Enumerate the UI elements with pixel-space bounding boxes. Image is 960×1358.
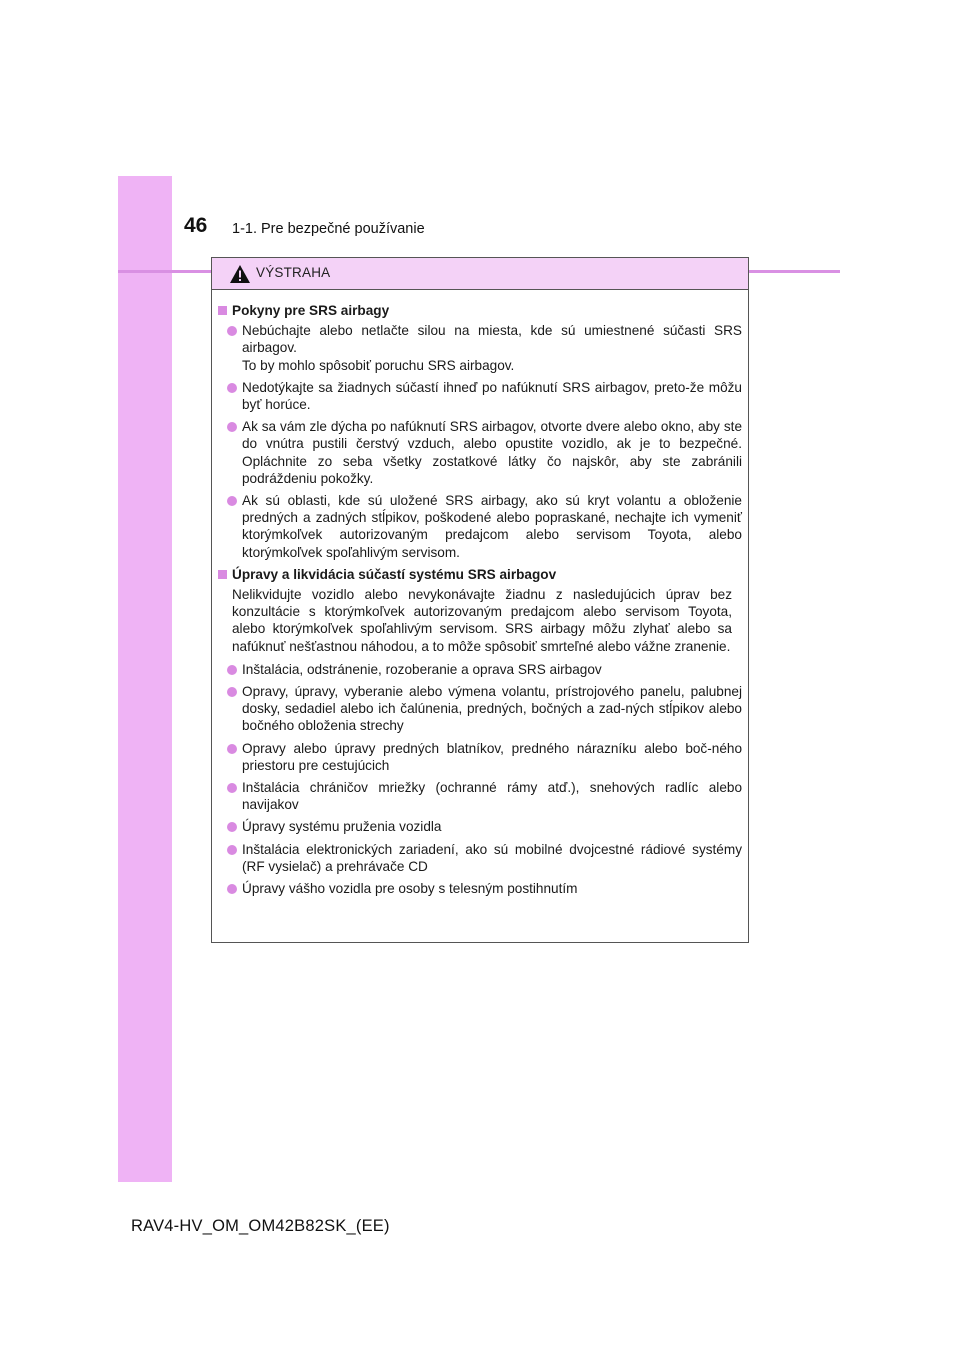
list-item: Ak sa vám zle dýcha po nafúknutí SRS airbagov, otvorte dvere alebo okno, aby ste do vnútra pustili čerstvý vzduch, alebo opustite vozidlo, ak je to bezpečné. Opláchnite zo seba všetky zostatkové látky čo najskôr, aby ste zabránili podráždeniu pokožky. <box>227 418 742 487</box>
section-heading-airbag-instructions: Pokyny pre SRS airbagy <box>218 302 742 319</box>
list-item: Opravy alebo úpravy predných blatníkov, predného nárazníku alebo boč-ného priestoru pre cestujúcich <box>227 740 742 774</box>
side-color-band <box>118 176 172 1182</box>
circle-bullet-icon <box>227 326 237 336</box>
circle-bullet-icon <box>227 383 237 393</box>
square-bullet-icon <box>218 570 227 579</box>
circle-bullet-icon <box>227 665 237 675</box>
list-item: Inštalácia, odstránenie, rozoberanie a oprava SRS airbagov <box>227 661 742 678</box>
circle-bullet-icon <box>227 687 237 697</box>
circle-bullet-icon <box>227 845 237 855</box>
list-item: Úpravy vášho vozidla pre osoby s telesným postihnutím <box>227 880 742 897</box>
list-item: Nedotýkajte sa žiadnych súčastí ihneď po nafúknutí SRS airbagov, preto-že môžu byť horúce. <box>227 379 742 413</box>
warning-box <box>211 257 749 943</box>
circle-bullet-icon <box>227 496 237 506</box>
circle-bullet-icon <box>227 822 237 832</box>
list-item: Ak sú oblasti, kde sú uložené SRS airbagy, ako sú kryt volantu a obloženie predných a zadných stĺpikov, poškodené alebo popraskané, nechajte ich vymeniť ktorýmkoľvek autorizovaným predajcom alebo servisom Toyota, alebo ktorýmkoľvek spoľahlivým servisom. <box>227 492 742 561</box>
circle-bullet-icon <box>227 783 237 793</box>
list-item: Nebúchajte alebo netlačte silou na miesta, kde sú umiestnené súčasti SRS airbagov. To by mohlo spôsobiť poruchu SRS airbagov. <box>227 322 742 374</box>
square-bullet-icon <box>218 306 227 315</box>
circle-bullet-icon <box>227 884 237 894</box>
page-number: 46 <box>184 214 208 237</box>
list-item: Úpravy systému pruženia vozidla <box>227 818 742 835</box>
header-color-tab <box>118 176 172 274</box>
circle-bullet-icon <box>227 744 237 754</box>
warning-title: VÝSTRAHA <box>256 265 331 280</box>
warning-triangle-icon <box>229 264 251 284</box>
warning-header <box>212 258 748 290</box>
section-heading-modifications: Úpravy a likvidácia súčastí systému SRS airbagov <box>218 566 742 583</box>
warning-body <box>212 290 748 897</box>
section-intro-paragraph: Nelikvidujte vozidlo alebo nevykonávajte žiadnu z nasledujúcich úprav bez konzultácie s ktorýmkoľvek autorizovaným predajcom alebo servisom Toyota, alebo ktorýmkoľvek spoľahlivým servisom. SRS airbagy môžu zlyhať alebo sa nafúknuť nešťastnou náhodou, a to môže spôsobiť smrteľné alebo vážne zranenie. <box>232 587 732 654</box>
list-item: Inštalácia chráničov mriežky (ochranné rámy atď.), snehových radlíc alebo navijakov <box>227 779 742 813</box>
circle-bullet-icon <box>227 422 237 432</box>
document-code: RAV4-HV_OM_OM42B82SK_(EE) <box>131 1217 390 1235</box>
list-item: Inštalácia elektronických zariadení, ako sú mobilné dvojcestné rádiové systémy (RF vysielač) a prehrávače CD <box>227 841 742 875</box>
list-item: Opravy, úpravy, vyberanie alebo výmena volantu, prístrojového panelu, palubnej dosky, sedadiel alebo ich čalúnenia, predných, bočných a zad-ných stĺpikov alebo bočného obloženia strechy <box>227 683 742 735</box>
section-title: 1-1. Pre bezpečné používanie <box>232 221 425 237</box>
